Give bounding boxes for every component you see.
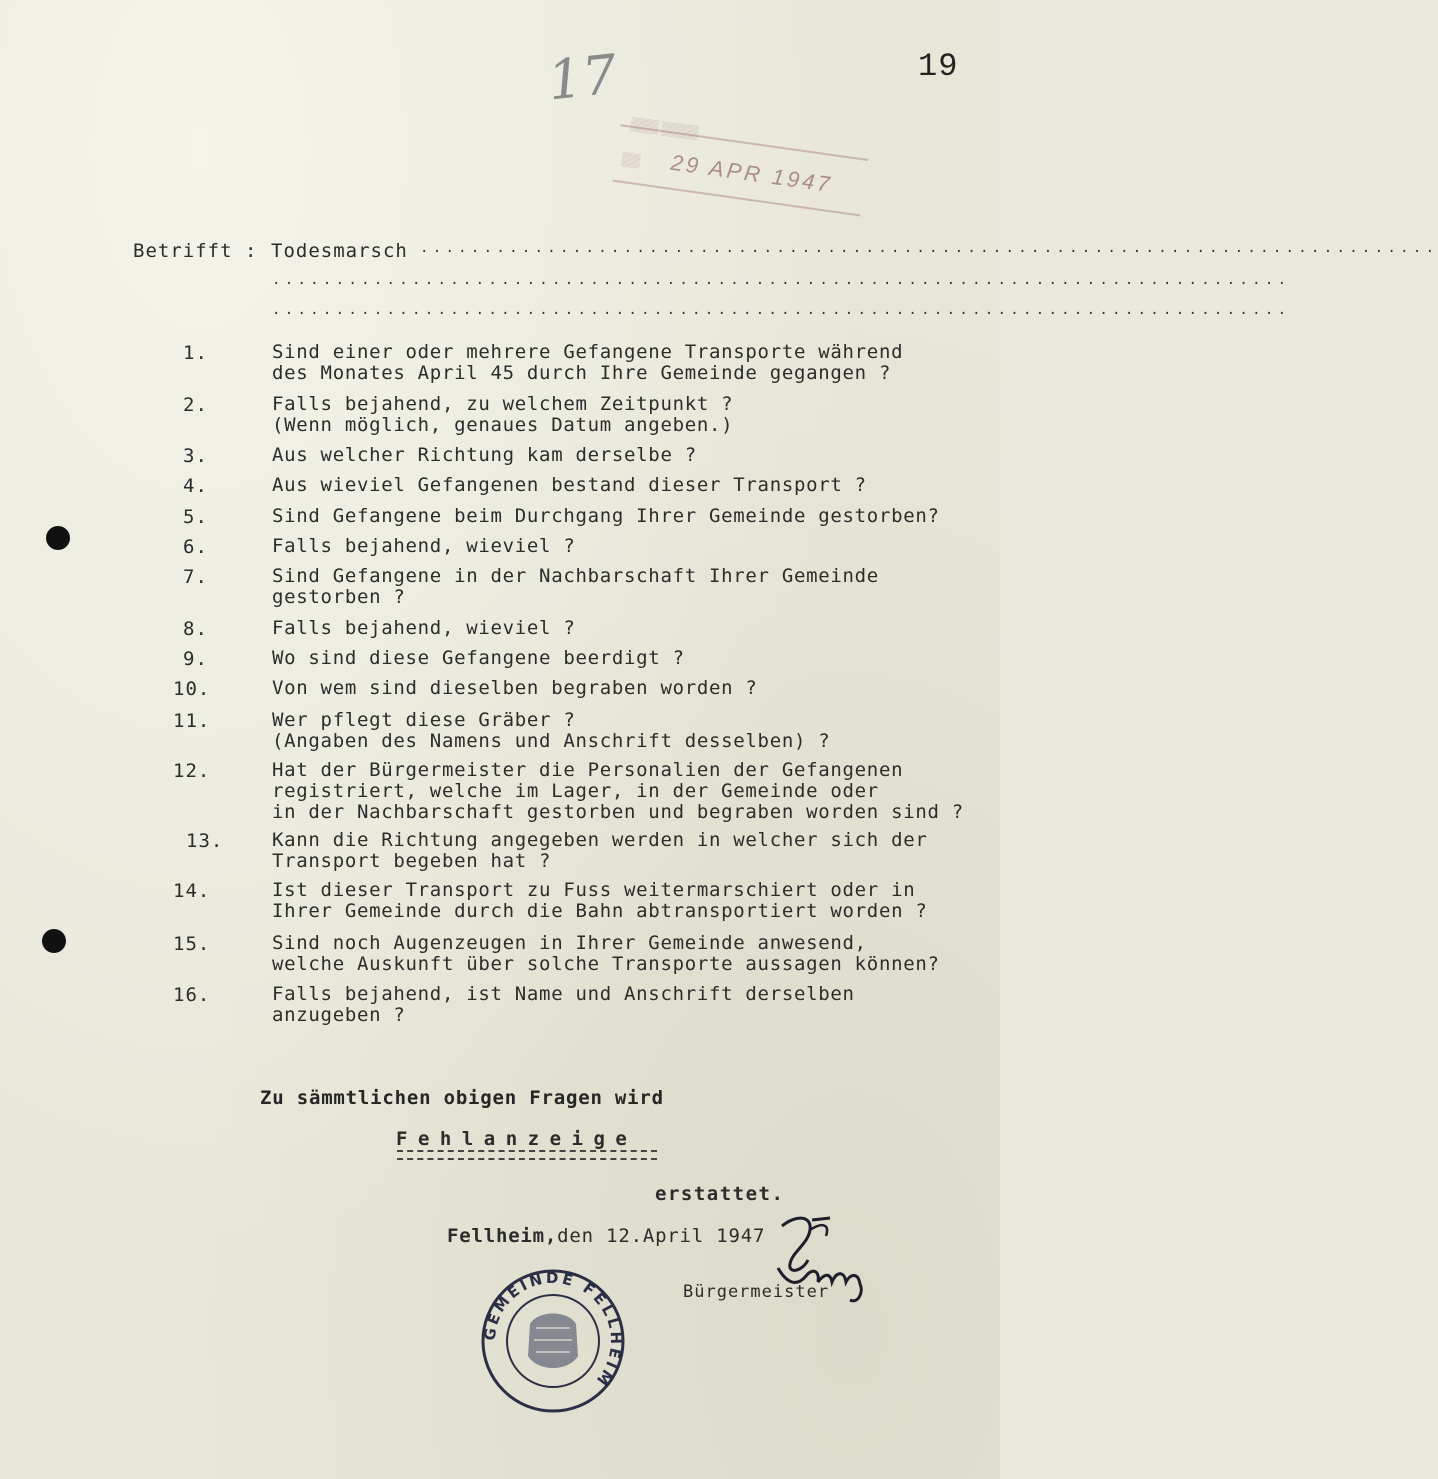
question-line: anzugeben ? [272,1004,406,1026]
question-number: 14. [173,880,211,902]
dotted-line: ················································································ [272,276,1291,292]
date: den 12.April 1947 [557,1225,766,1247]
question-line: Sind einer oder mehrere Gefangene Transporte während [272,341,904,363]
question-line: Wo sind diese Gefangene beerdigt ? [272,647,685,669]
question-line: Sind noch Augenzeugen in Ihrer Gemeinde anwesend, [272,932,867,954]
question-text [272,933,972,975]
question-number: 10. [173,678,211,700]
erstattet-text: erstattet. [655,1183,785,1205]
question-number: 11. [173,710,211,732]
question-number: 13. [186,830,224,852]
question-text [272,475,972,496]
question-text [272,984,972,1026]
question-line: Sind Gefangene in der Nachbarschaft Ihrer Gemeinde [272,565,879,587]
question-line: Falls bejahend, wieviel ? [272,535,576,557]
punch-hole [42,929,66,953]
question-line: Falls bejahend, zu welchem Zeitpunkt ? [272,393,734,415]
question-line: Ist dieser Transport zu Fuss weitermarschiert oder in [272,879,916,901]
question-line: Von wem sind dieselben begraben worden ? [272,677,758,699]
question-line: welche Auskunft über solche Transporte aussagen können? [272,953,940,975]
received-stamp [610,110,880,237]
question-text [272,342,972,384]
question-line: Sind Gefangene beim Durchgang Ihrer Gemeinde gestorben? [272,505,940,527]
handwritten-number: 17 [544,42,620,113]
question-number: 16. [173,984,211,1006]
question-text [272,880,972,922]
question-text [272,760,972,823]
question-line: Hat der Bürgermeister die Personalien der Gefangenen [272,759,904,781]
stamp-faint-mark: ▒▒ [620,150,642,169]
question-line: des Monates April 45 durch Ihre Gemeinde gegangen ? [272,362,892,384]
question-line: Ihrer Gemeinde durch die Bahn abtransportiert worden ? [272,900,928,922]
question-number: 6. [183,536,208,558]
dotted-line: ················································································ [272,306,1291,322]
signer-title: Bürgermeister [683,1282,830,1302]
fehlanzeige-heading: Fehlanzeige [396,1128,638,1150]
question-number: 2. [183,394,208,416]
question-number: 15. [173,933,211,955]
question-line: Falls bejahend, ist Name und Anschrift derselben [272,983,855,1005]
question-line: (Angaben des Namens und Anschrift desselben) ? [272,730,831,752]
dotted-line: ················································································ [420,244,1438,260]
question-number: 7. [183,566,208,588]
question-number: 8. [183,618,208,640]
question-line: Aus wieviel Gefangenen bestand dieser Transport ? [272,474,867,496]
stamp-date: 29 APR 1947 [669,149,835,198]
place-date [447,1225,765,1247]
question-text [272,506,972,527]
double-underline [397,1150,657,1160]
question-line: Kann die Richtung angegeben werden in welcher sich der [272,829,928,851]
question-text [272,394,972,436]
subject-value: Todesmarsch [271,240,408,262]
place: Fellheim, [447,1225,558,1247]
question-line: Aus welcher Richtung kam derselbe ? [272,444,697,466]
question-text [272,618,972,639]
question-line: gestorben ? [272,586,406,608]
punch-hole [46,526,70,550]
question-line: (Wenn möglich, genaues Datum angeben.) [272,414,734,436]
question-text [272,566,972,608]
question-line: Wer pflegt diese Gräber ? [272,709,576,731]
question-line: Falls bejahend, wieviel ? [272,617,576,639]
question-number: 4. [183,475,208,497]
question-text [272,445,972,466]
question-text [272,678,972,699]
question-line: Transport begeben hat ? [272,850,552,872]
page-number: 19 [918,48,959,85]
question-number: 1. [183,342,208,364]
question-text [272,536,972,557]
question-number: 12. [173,760,211,782]
question-text [272,648,972,669]
question-line: in der Nachbarschaft gestorben und begraben worden sind ? [272,801,964,823]
subject-label: Betrifft : [133,240,258,262]
question-text [272,830,972,872]
municipal-seal [478,1266,628,1416]
question-number: 9. [183,648,208,670]
question-line: registriert, welche im Lager, in der Gemeinde oder [272,780,879,802]
stamp-faint-mark: ▒▒▒ ▒▒▒▒ [629,115,700,141]
question-number: 5. [183,506,208,528]
question-number: 3. [183,445,208,467]
seal-text: GEMEINDE FELLHEIM [480,1268,626,1392]
question-text [272,710,972,752]
closing-statement: Zu sämmtlichen obigen Fragen wird [260,1087,664,1109]
